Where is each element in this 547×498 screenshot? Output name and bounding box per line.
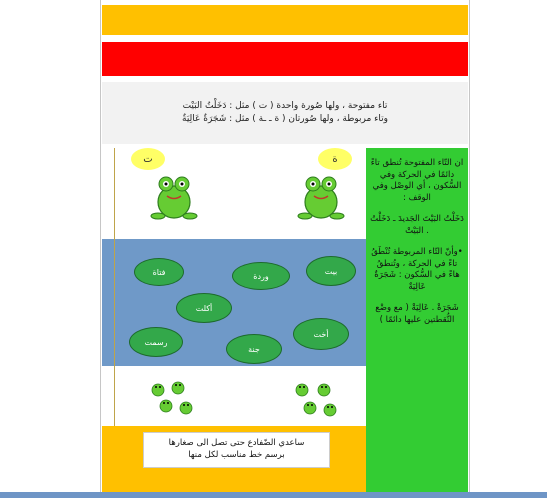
lily-pad[interactable] [226,334,282,364]
speech-bubble-left [131,148,165,170]
speech-bubble-right [318,148,352,170]
red-banner [102,42,468,76]
lily-pad[interactable] [293,318,349,350]
baby-frogs-icon-right[interactable] [292,380,342,422]
bottom-blue-line [0,492,547,498]
frog-icon-left[interactable] [148,172,200,224]
lily-pad-word: جنة [248,344,260,354]
rule-tied-ta: •وأنّ التّاء المربوطة تُنْطَقُ تاءً في الحركة ، وتُنطقُ هاءً في السُّكون : شَجَرَةٌ عَالِيَةٌ [371,247,463,292]
page-left-border [100,0,101,498]
top-yellow-banner [102,5,468,35]
rule-open-ta: ان التّاء المفتوحة تُنطق تاءً دائمًا في الحركة وفي السُّكون ، أي الوصْل وفي الوقف : [370,158,464,203]
lily-pad-word: أخت [313,329,329,339]
lily-pad[interactable] [232,262,290,290]
lily-pad-word: بيت [324,266,338,276]
lily-pad[interactable] [176,293,232,323]
explanation-box [102,82,468,144]
instruction-line-1: ساعدي الضّفادع حتى تصل الى صغارها [168,438,305,448]
lily-pad-word: وردة [253,271,269,281]
rule-tied-ta-example: شَجَرَةْ . عَالِيَةْ ( مع وضْع النُّقطتين عليها دائمًا ) [375,303,459,325]
page-right-border [469,0,470,498]
lily-pad-word: أكلت [195,303,213,313]
lily-pad-word: فتاة [152,267,166,277]
bubble-letter-right: ة [332,153,338,165]
explanation-line-2: وتاء مربوطة ، ولها صُورتان ( ة ـ ـة ) مثل : شَجَرَةٌ عَالِيَةٌ [182,114,388,124]
instruction-box [143,432,330,468]
frog-icon-right[interactable] [295,172,347,224]
lily-pad[interactable] [306,256,356,286]
lily-pad-word: رسمت [144,337,168,347]
explanation-line-1: تاء مفتوحة ، ولها صُورة واحدة ( ت ) مثل : دَخَلْتُ البَيْت [182,101,388,111]
baby-frogs-icon-left[interactable] [148,380,198,422]
rules-side-panel [366,148,468,492]
lily-pad[interactable] [129,327,183,357]
lily-pad[interactable] [134,258,184,286]
rule-open-ta-example: دَخَلْتُ البَيْتَ الجَديدَ ـ دَخَلْتُ . البَيْتْ [370,214,464,236]
instruction-line-2: برسم خط مناسب لكل منها [188,450,285,460]
bubble-letter-left: ت [143,153,153,165]
